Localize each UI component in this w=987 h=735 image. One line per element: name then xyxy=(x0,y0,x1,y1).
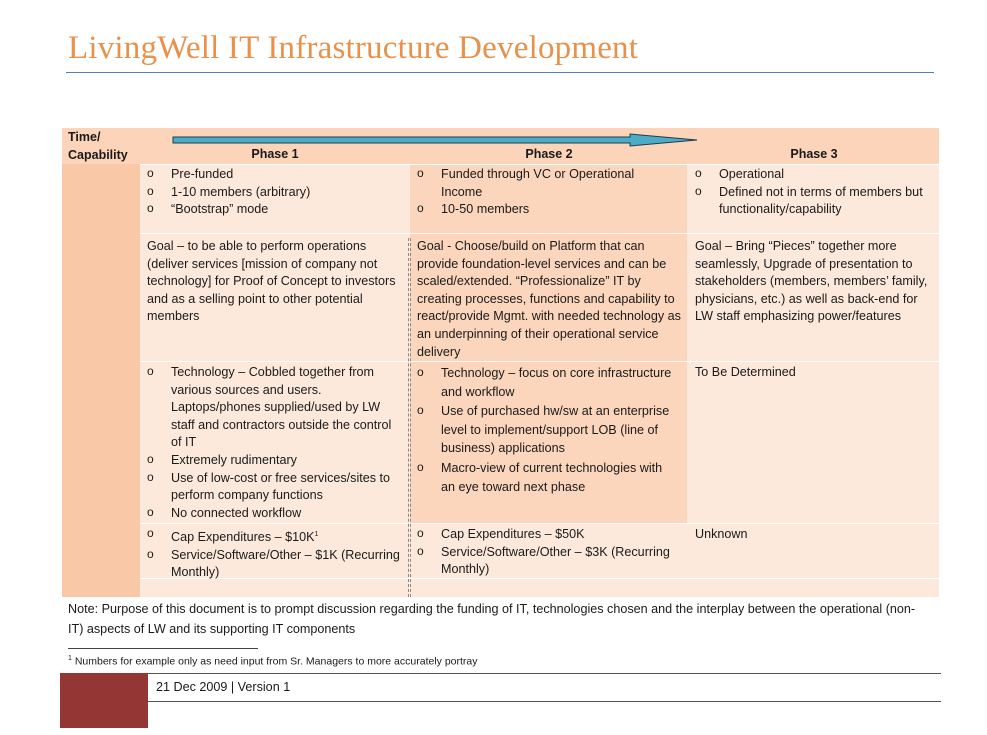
row1-phase3-cell xyxy=(695,166,933,219)
row2-phase3-goal: Goal – Bring “Pieces” together more seamlessly, Upgrade of presentation to stakeholders (members, members’ family, physicians, etc.) as well as back-end for LW staff emphasizing power/features xyxy=(695,239,928,324)
footnote-mark: 1 xyxy=(68,655,72,662)
list-item: o 1-10 members (arbitrary) xyxy=(147,184,402,202)
side-column-bg xyxy=(62,164,140,597)
footnote xyxy=(68,655,478,668)
list-item: o Pre-funded xyxy=(147,166,402,184)
phase2-header: Phase 2 xyxy=(525,147,573,161)
list-item: o 10-50 members xyxy=(417,201,679,219)
row4-phase3-cell: Unknown xyxy=(695,527,748,541)
row2-phase1-goal: Goal – to be able to perform operations (deliver services [mission of company not technology] for Proof of Concept to investors and as a selling point to other potential members xyxy=(147,239,396,324)
list-item: o Macro-view of current technologies with an eye toward next phase xyxy=(417,459,679,496)
note-paragraph: Note: Purpose of this document is to prompt discussion regarding the funding of IT, technologies chosen and the interplay between the operational (non-IT) aspects of LW and its supporting IT components xyxy=(68,602,916,636)
footer-top-rule xyxy=(148,673,941,674)
phase3-header: Phase 3 xyxy=(790,147,838,161)
list-item: o Technology – Cobbled together from various sources and users. Laptops/phones supplied/used by LW staff and contractors outside the control of IT xyxy=(147,364,403,452)
timeline-arrow-icon xyxy=(172,133,698,147)
row4-phase2-cell xyxy=(417,526,679,579)
phase1-header: Phase 1 xyxy=(251,147,299,161)
list-item: o Service/Software/Other – $3K (Recurring Monthly) xyxy=(417,544,679,579)
row-separator xyxy=(140,164,939,165)
cap-expenditure-text: Cap Expenditures – $10K xyxy=(171,530,315,545)
list-item: o No connected workflow xyxy=(147,505,403,523)
row-separator xyxy=(140,233,939,234)
document-title: LivingWell IT Infrastructure Development xyxy=(68,30,639,66)
list-item: o Use of purchased hw/sw at an enterprise level to implement/support LOB (line of business) applications xyxy=(417,402,679,458)
list-item: o Operational xyxy=(695,166,933,184)
footnote-reference: 1 xyxy=(314,531,319,538)
row2-phase2-goal: Goal - Choose/build on Platform that can provide foundation-level services and can be scaled/extended. “Professionalize” IT by creating processes, functions and capability to react/provide Mgmt. with needed technology as an underpinning of their operational service delivery xyxy=(417,239,681,359)
footnote-divider xyxy=(68,648,258,649)
list-item: o Service/Software/Other – $1K (Recurring Monthly) xyxy=(147,547,403,582)
list-item: o Cap Expenditures – $50K xyxy=(417,526,679,544)
corner-label-time: Time/ xyxy=(68,130,101,144)
row1-phase1-cell xyxy=(147,166,402,219)
row3-phase1-cell xyxy=(147,364,403,522)
list-item xyxy=(147,526,403,547)
corner-label-capability: Capability xyxy=(68,148,128,162)
list-item: o Extremely rudimentary xyxy=(147,452,403,470)
phase-boundary-divider xyxy=(408,238,411,597)
list-item: o “Bootstrap” mode xyxy=(147,201,402,219)
row1-phase2-cell xyxy=(417,166,679,219)
list-item: o Funded through VC or Operational Income xyxy=(417,166,679,201)
list-item: o Technology – focus on core infrastructure and workflow xyxy=(417,364,679,401)
row3-phase3-cell: To Be Determined xyxy=(695,365,796,379)
row-separator xyxy=(140,523,939,524)
list-item: o Defined not in terms of members but functionality/capability xyxy=(695,184,933,219)
list-item: o Use of low-cost or free services/sites to perform company functions xyxy=(147,470,403,505)
row4-phase1-cell xyxy=(147,526,403,582)
footnote-text: Numbers for example only as need input from Sr. Managers to more accurately portray xyxy=(71,655,478,668)
footer-date-version: 21 Dec 2009 | Version 1 xyxy=(156,680,291,694)
title-divider xyxy=(66,72,934,73)
row3-phase2-cell xyxy=(417,364,679,497)
footer-color-block xyxy=(60,673,148,728)
footer-bottom-rule xyxy=(148,701,941,702)
